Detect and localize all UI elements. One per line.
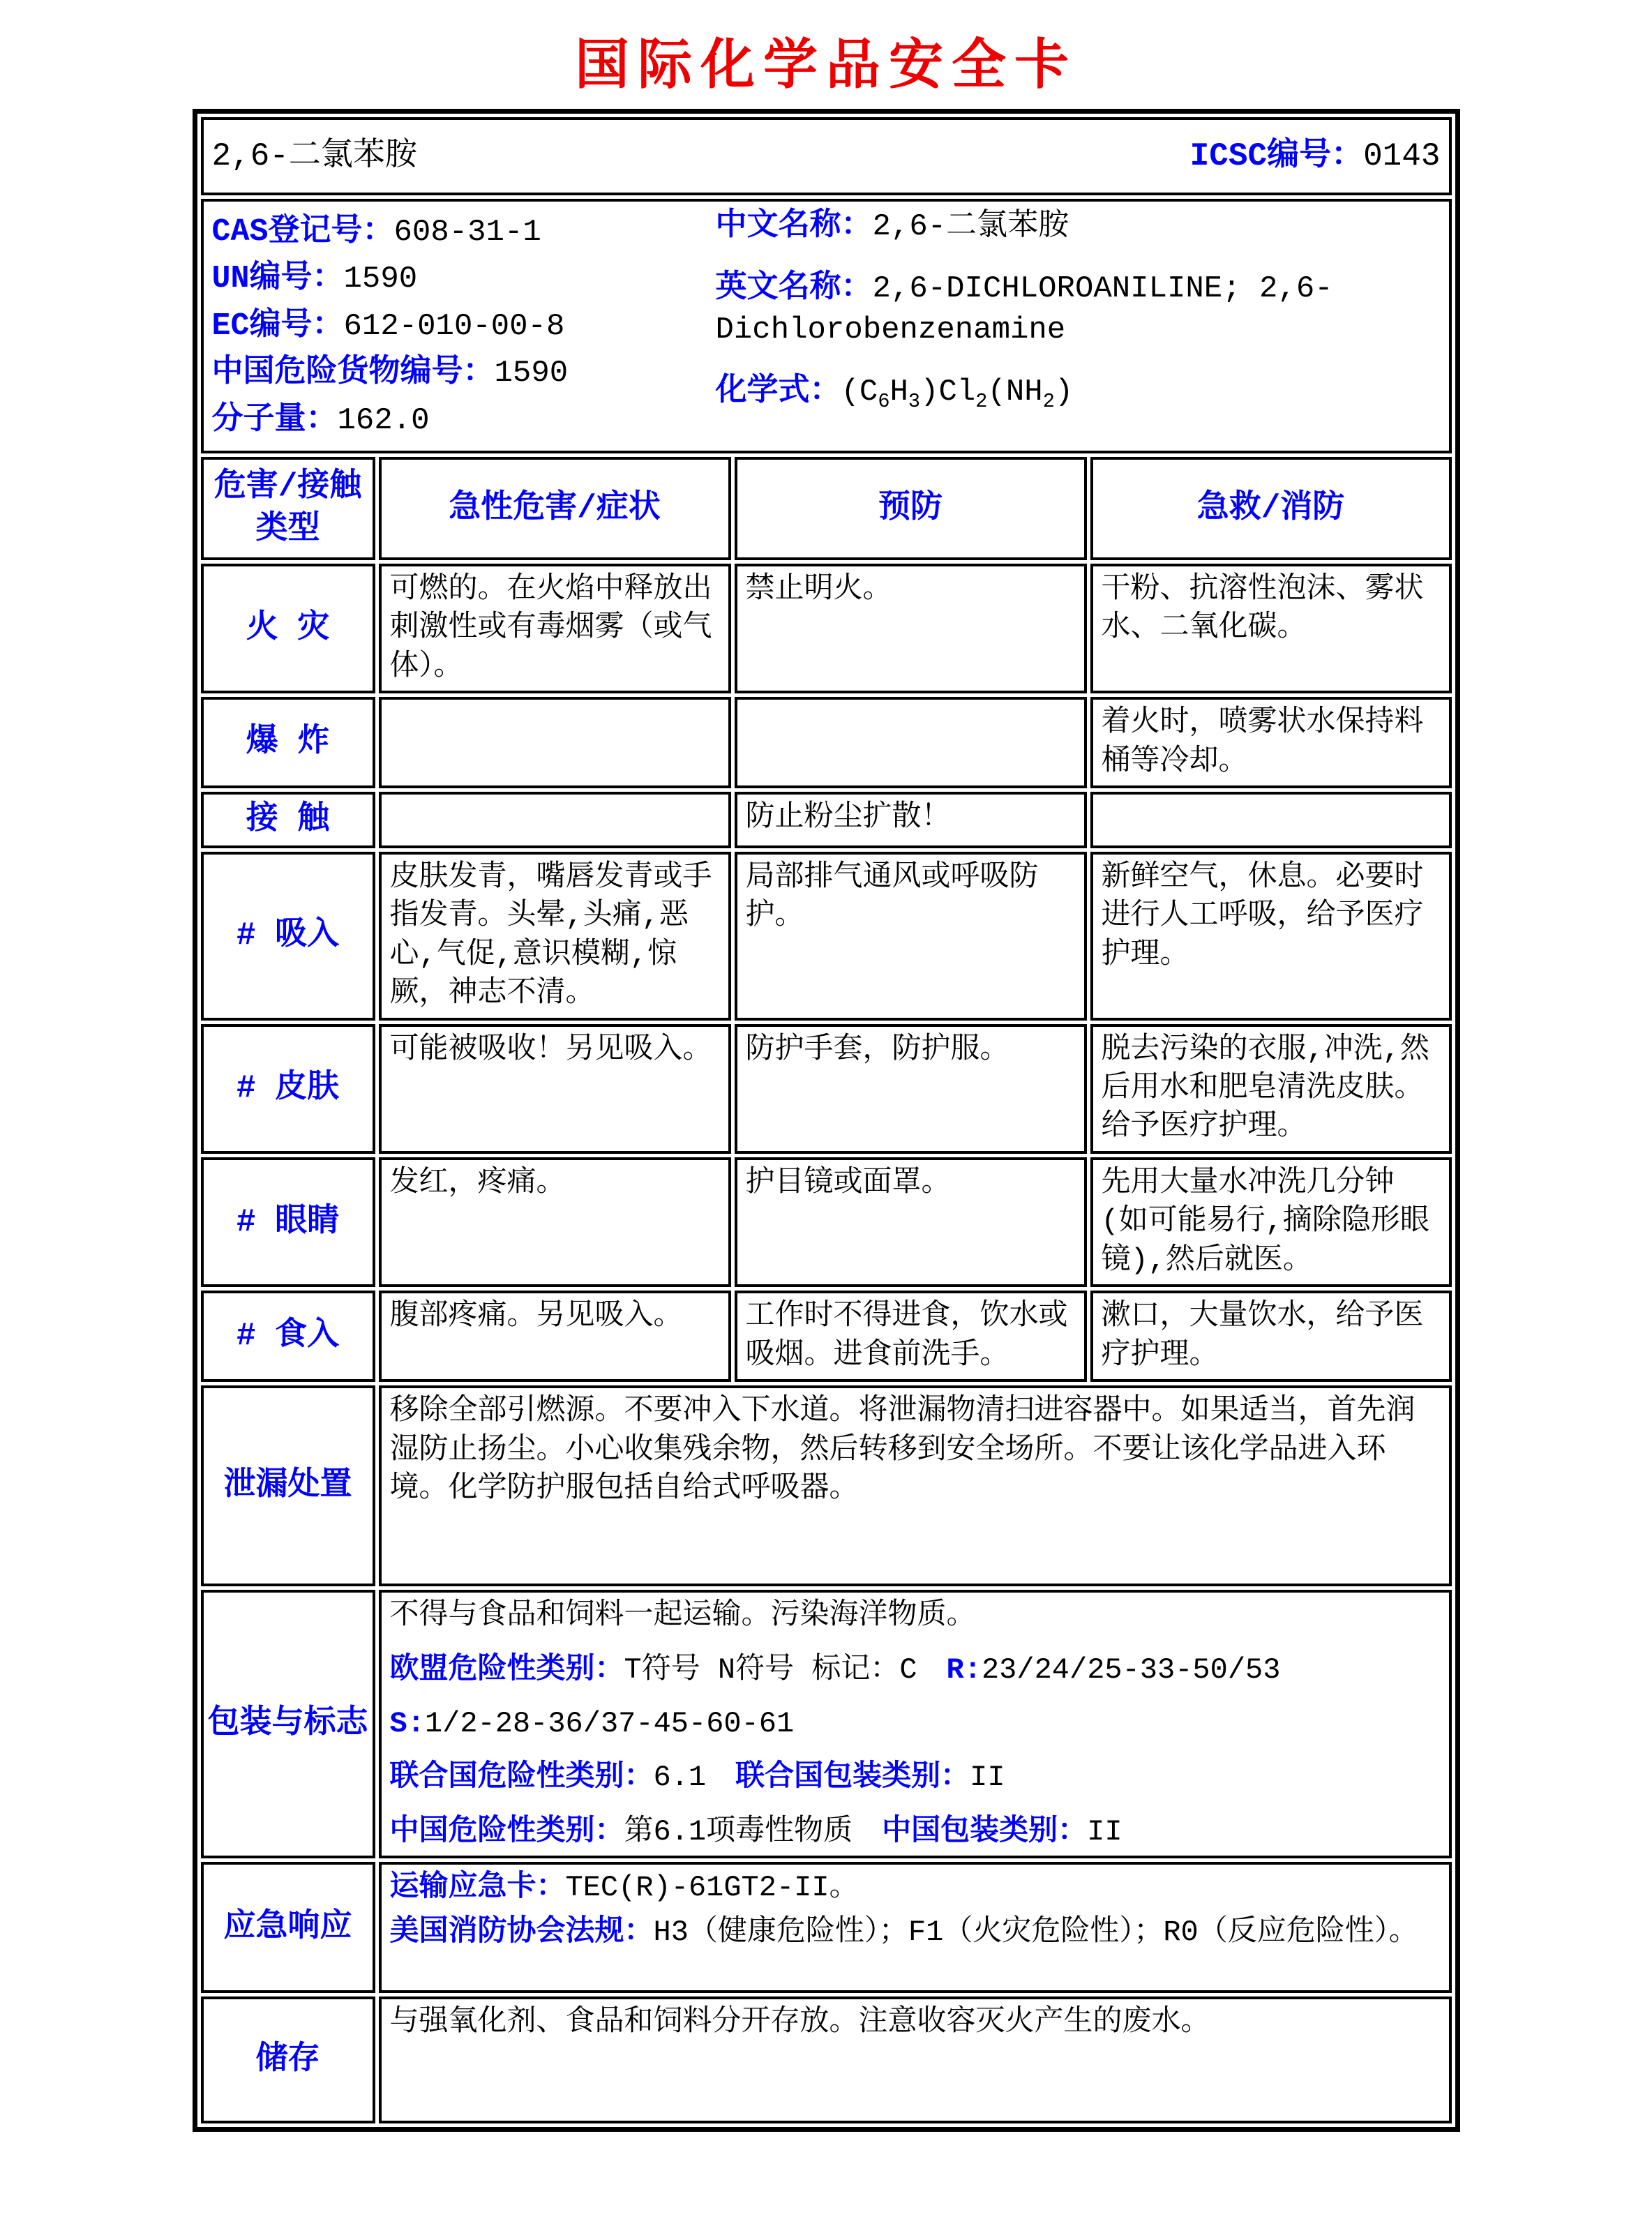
storage-label: 储存 — [201, 1996, 375, 2123]
packaging-labelling-label: 包装与标志 — [201, 1590, 375, 1858]
hazard-table-header-row — [201, 457, 1452, 560]
packaging-labelling-row — [201, 1590, 1452, 1858]
fire-symptoms: 可燃的。在火焰中释放出刺激性或有毒烟雾（或气体）。 — [379, 564, 731, 693]
explosion-prevention — [735, 697, 1087, 788]
hazard-row-contact — [201, 792, 1452, 848]
hazard-row-inhalation — [201, 852, 1452, 1021]
un-number-line — [212, 258, 716, 299]
un-number-value: 1590 — [343, 262, 418, 297]
fire-prevention: 禁止明火。 — [735, 564, 1087, 693]
english-name-entry — [716, 268, 1441, 349]
packaging-labelling-content — [379, 1590, 1452, 1858]
inhalation-label: # 吸入 — [201, 852, 375, 1021]
eyes-symptoms: 发红，疼痛。 — [379, 1157, 731, 1287]
hazard-row-ingestion — [201, 1291, 1452, 1382]
contact-symptoms — [379, 792, 731, 848]
eyes-label: # 眼睛 — [201, 1157, 375, 1287]
chemical-formula-entry — [716, 371, 1441, 412]
ec-number-line — [212, 306, 716, 347]
icsc-number-group — [1190, 135, 1441, 178]
emergency-response-content — [379, 1862, 1452, 1993]
cas-number-line — [212, 211, 716, 253]
spill-disposal-row — [201, 1385, 1452, 1586]
ec-number-value: 612-010-00-8 — [343, 308, 565, 344]
china-dg-number-value: 1590 — [494, 356, 569, 391]
inhalation-response: 新鲜空气，休息。必要时进行人工呼吸，给予医疗护理。 — [1090, 852, 1452, 1021]
spill-disposal-text: 移除全部引燃源。不要冲入下水道。将泄漏物清扫进容器中。如果适当，首先润湿防止扬尘。小心收集残余物，然后转移到安全场所。不要让该化学品进入环境。化学防护服包括自给式呼吸器。 — [379, 1385, 1452, 1586]
safety-card-table — [193, 109, 1460, 2132]
header-first-aid: 急救/消防 — [1090, 457, 1452, 560]
skin-label: # 皮肤 — [201, 1024, 375, 1154]
hazard-row-explosion — [201, 697, 1452, 788]
header-acute-symptoms: 急性危害/症状 — [379, 457, 731, 560]
icsc-number-value: 0143 — [1363, 137, 1441, 174]
packaging-un-class-line: 联合国危险性类别：6.1 联合国包装类别：II — [389, 1761, 1005, 1795]
skin-prevention: 防护手套，防护服。 — [735, 1024, 1087, 1154]
ingestion-prevention: 工作时不得进食，饮水或吸烟。进食前洗手。 — [735, 1291, 1087, 1382]
emergency-tec-line: 运输应急卡：TEC(R)-61GT2-II。 — [389, 1871, 859, 1905]
identifiers-row — [201, 199, 1452, 453]
china-dg-number-line — [212, 352, 716, 393]
fire-response: 干粉、抗溶性泡沫、雾状水、二氧化碳。 — [1090, 564, 1452, 693]
hazard-row-eyes — [201, 1157, 1452, 1287]
contact-prevention: 防止粉尘扩散！ — [735, 792, 1087, 848]
chemical-formula-label: 化学式： — [715, 373, 841, 409]
packaging-transport-line: 不得与食品和饲料一起运输。污染海洋物质。 — [389, 1599, 976, 1633]
packaging-china-class-line: 中国危险性类别：第6.1项毒性物质 中国包装类别：II — [389, 1814, 1122, 1849]
explosion-response: 着火时，喷雾状水保持料桶等冷却。 — [1090, 697, 1452, 788]
skin-response: 脱去污染的衣服,冲洗,然后用水和肥皂清洗皮肤。给予医疗护理。 — [1090, 1024, 1452, 1154]
storage-row — [201, 1996, 1452, 2123]
eyes-prevention: 护目镜或面罩。 — [735, 1157, 1087, 1287]
emergency-nfpa-line: 美国消防协会法规：H3（健康危险性）；F1（火灾危险性）；R0（反应危险性）。 — [389, 1915, 1418, 1949]
ingestion-symptoms: 腹部疼痛。另见吸入。 — [379, 1291, 731, 1382]
identifiers-left-column — [212, 206, 716, 446]
chinese-name-entry — [716, 206, 1441, 247]
chinese-name-value: 2,6-二氯苯胺 — [872, 209, 1069, 244]
cas-number-label: CAS登记号： — [211, 214, 394, 250]
inhalation-symptoms: 皮肤发青，嘴唇发青或手指发青。头晕,头痛,恶心,气促,意识模糊,惊厥，神志不清。 — [379, 852, 731, 1021]
china-dg-number-label: 中国危险货物编号： — [211, 355, 495, 391]
identifiers-columns — [212, 206, 1441, 446]
molecular-weight-line — [212, 400, 716, 441]
contact-label: 接 触 — [201, 792, 375, 848]
emergency-response-row — [201, 1862, 1452, 1993]
packaging-s-phrases-line: S:1/2-28-36/37-45-60-61 — [389, 1706, 795, 1740]
ingestion-label: # 食入 — [201, 1291, 375, 1382]
skin-symptoms: 可能被吸收！另见吸入。 — [379, 1024, 731, 1154]
contact-response — [1090, 792, 1452, 848]
header-hazard-type: 危害/接触类型 — [201, 457, 375, 560]
ingestion-response: 漱口，大量饮水，给予医疗护理。 — [1090, 1291, 1452, 1382]
english-name-label: 英文名称： — [715, 271, 873, 307]
icsc-number-label: ICSC编号： — [1189, 137, 1364, 174]
chemical-formula-value: $(C_6H_3)Cl_2(NH_2)$ — [841, 374, 1074, 413]
ec-number-label: EC编号： — [211, 308, 344, 344]
storage-text: 与强氧化剂、食品和饲料分开存放。注意收容灭火产生的废水。 — [379, 1996, 1452, 2123]
emergency-response-label: 应急响应 — [201, 1862, 375, 1993]
chinese-name-label: 中文名称： — [715, 209, 873, 244]
name-row — [201, 117, 1452, 195]
page-title: 国际化学品安全卡 — [574, 33, 1077, 96]
eyes-response: 先用大量水冲洗几分钟(如可能易行,摘除隐形眼镜),然后就医。 — [1090, 1157, 1452, 1287]
identifiers-right-column — [716, 206, 1441, 446]
inhalation-prevention: 局部排气通风或呼吸防护。 — [735, 852, 1087, 1021]
explosion-symptoms — [379, 697, 731, 788]
identifiers-cell — [201, 199, 1452, 453]
explosion-label: 爆 炸 — [201, 697, 375, 788]
packaging-eu-class-line: 欧盟危险性类别：T符号 N符号 标记：C R:23/24/25-33-50/53 — [389, 1653, 1281, 1687]
header-prevention: 预防 — [735, 457, 1087, 560]
cas-number-value: 608-31-1 — [393, 215, 541, 250]
chemical-name-cn: 2,6-二氯苯胺 — [211, 137, 417, 174]
english-name-value: 2,6-DICHLOROANILINE; 2,6-Dichlorobenzenamine — [715, 271, 1333, 347]
name-flex — [212, 135, 1441, 178]
hazard-row-skin — [201, 1024, 1452, 1154]
molecular-weight-value: 162.0 — [337, 403, 430, 438]
molecular-weight-label: 分子量： — [211, 402, 338, 438]
hazard-row-fire — [201, 564, 1452, 693]
name-cell — [201, 117, 1452, 195]
fire-label: 火 灾 — [201, 564, 375, 693]
spill-disposal-label: 泄漏处置 — [201, 1385, 375, 1586]
un-number-label: UN编号： — [211, 261, 344, 297]
